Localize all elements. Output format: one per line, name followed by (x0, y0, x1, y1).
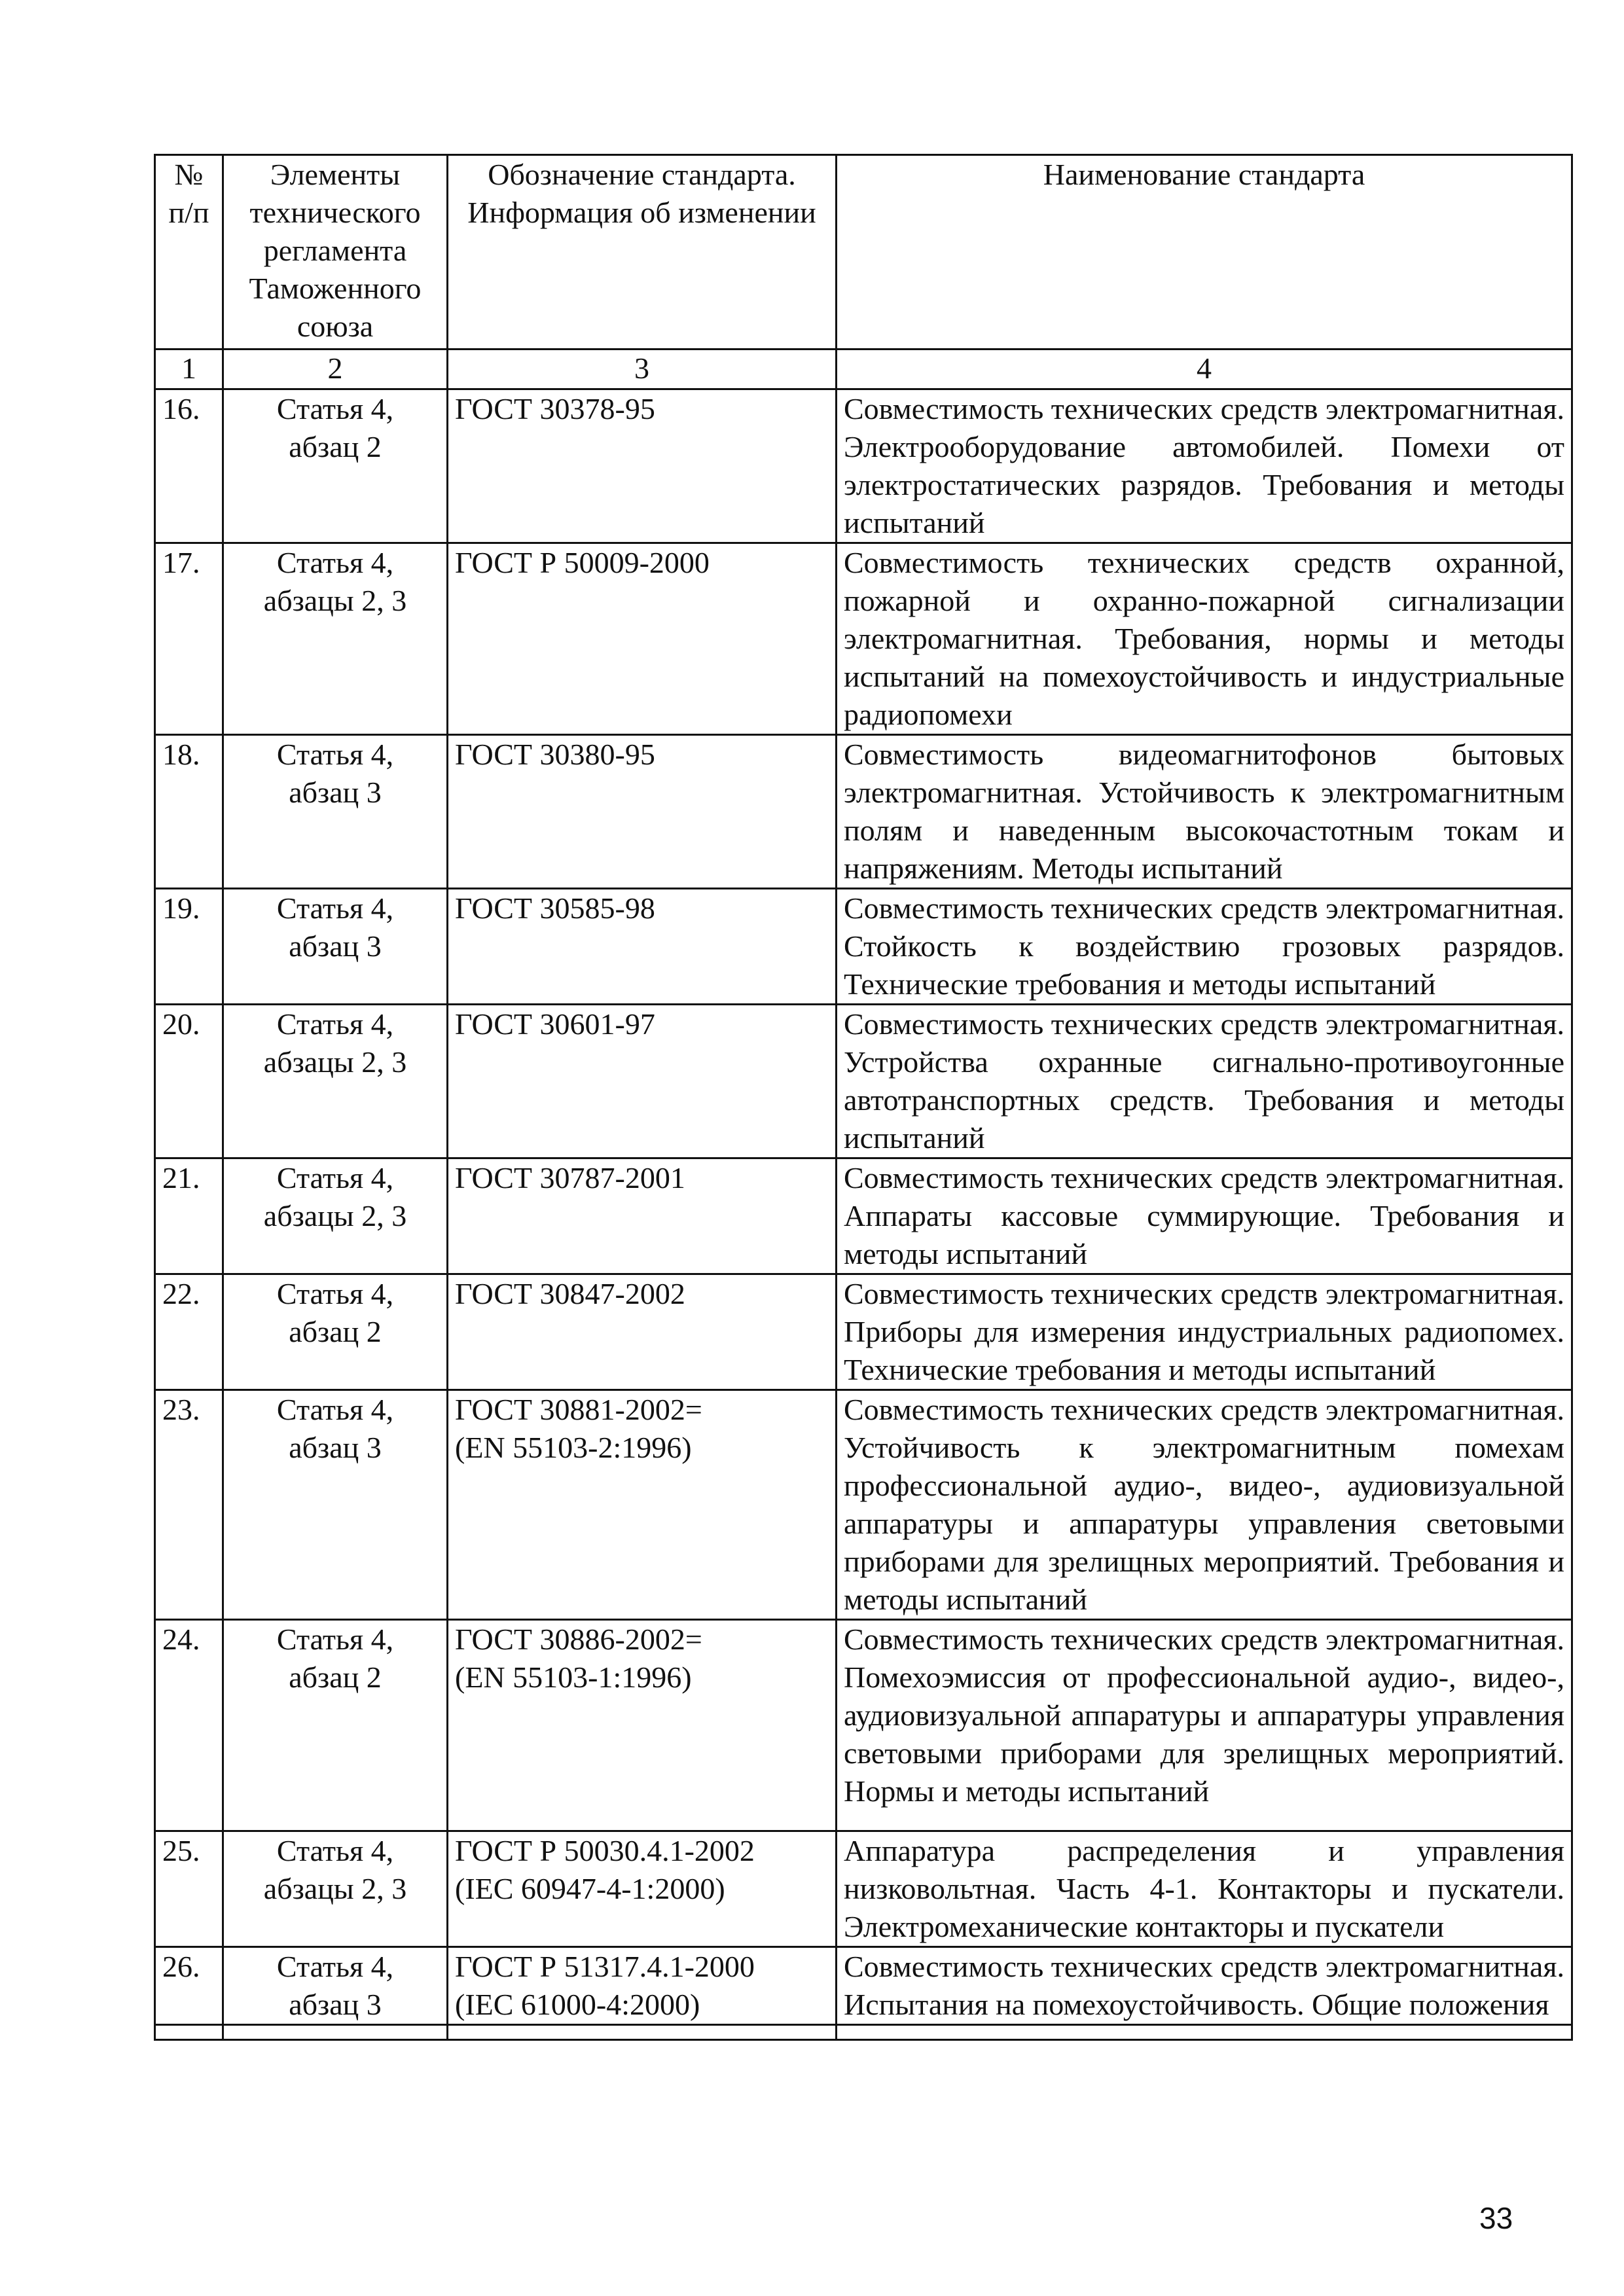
column-numbers-row (155, 350, 1572, 389)
table-row (155, 735, 1572, 889)
standard-name: Аппаратура распределения и управления низковольтная. Часть 4-1. Контакторы и пускатели. Электромеханические контакторы и пускатели (837, 1831, 1572, 1947)
standard-name: Совместимость технических средств электромагнитная. Аппараты кассовые суммирующие. Требования и методы испытаний (837, 1158, 1572, 1274)
table-row (155, 1947, 1572, 2025)
continuation-cell (155, 2025, 223, 2040)
row-number: 26. (155, 1947, 223, 2025)
row-number: 17. (155, 543, 223, 735)
row-number: 16. (155, 389, 223, 543)
standard-name: Совместимость технических средств электромагнитная. Электрооборудование автомобилей. Помехи от электростатических разрядов. Требования и методы испытаний (837, 389, 1572, 543)
standard-designation: ГОСТ 30585-98 (448, 889, 837, 1005)
regulation-element: Статья 4, абзац 3 (223, 889, 448, 1005)
table-continuation (155, 2025, 1572, 2040)
continuation-cell (837, 2025, 1572, 2040)
header-number: № п/п (155, 155, 223, 350)
standard-name: Совместимость технических средств электромагнитная. Испытания на помехоустойчивость. Общие положения (837, 1947, 1572, 2025)
standard-designation: ГОСТ 30886-2002= (EN 55103-1:1996) (448, 1620, 837, 1831)
standard-name: Совместимость технических средств электромагнитная. Устойчивость к электромагнитным помехам профессиональной аудио-, видео-, аудиовизуальной аппаратуры и аппаратуры управления световыми приборами для зрелищных мероприятий. Требования и методы испытаний (837, 1390, 1572, 1620)
standard-designation: ГОСТ 30378-95 (448, 389, 837, 543)
header-row (155, 155, 1572, 350)
table-row (155, 543, 1572, 735)
standard-name: Совместимость технических средств электромагнитная. Приборы для измерения индустриальных радиопомех. Технические требования и методы испытаний (837, 1274, 1572, 1390)
regulation-element: Статья 4, абзац 2 (223, 1274, 448, 1390)
standard-designation: ГОСТ Р 50009-2000 (448, 543, 837, 735)
row-number: 19. (155, 889, 223, 1005)
column-number: 4 (837, 350, 1572, 389)
standard-name: Совместимость технических средств электромагнитная. Помехоэмиссия от профессиональной аудио-, видео-, аудиовизуальной аппаратуры и аппаратуры управления световыми приборами для зрелищных мероприятий. Нормы и методы испытаний (837, 1620, 1572, 1831)
regulation-element: Статья 4, абзац 3 (223, 735, 448, 889)
table-body (155, 389, 1572, 2040)
column-number: 1 (155, 350, 223, 389)
regulation-element: Статья 4, абзац 3 (223, 1390, 448, 1620)
row-number: 24. (155, 1620, 223, 1831)
table-row (155, 1390, 1572, 1620)
row-number: 20. (155, 1005, 223, 1158)
standard-name: Совместимость технических средств охранной, пожарной и охранно-пожарной сигнализации электромагнитная. Требования, нормы и методы испытаний на помехоустойчивость и индустриальные радиопомехи (837, 543, 1572, 735)
table-row (155, 1005, 1572, 1158)
standard-designation: ГОСТ 30881-2002= (EN 55103-2:1996) (448, 1390, 837, 1620)
row-number: 22. (155, 1274, 223, 1390)
table-row (155, 1158, 1572, 1274)
standard-name: Совместимость технических средств электромагнитная. Стойкость к воздействию грозовых разрядов. Технические требования и методы испытаний (837, 889, 1572, 1005)
regulation-element: Статья 4, абзацы 2, 3 (223, 1831, 448, 1947)
table-row (155, 389, 1572, 543)
table-row (155, 1274, 1572, 1390)
header-designation: Обозначение стандарта. Информация об изменении (448, 155, 837, 350)
column-number: 3 (448, 350, 837, 389)
standard-designation: ГОСТ Р 51317.4.1-2000 (IEC 61000-4:2000) (448, 1947, 837, 2025)
row-number: 21. (155, 1158, 223, 1274)
regulation-element: Статья 4, абзац 3 (223, 1947, 448, 2025)
standard-designation: ГОСТ 30847-2002 (448, 1274, 837, 1390)
standard-name: Совместимость технических средств электромагнитная. Устройства охранные сигнально-противоугонные автотранспортных средств. Требования и методы испытаний (837, 1005, 1572, 1158)
regulation-element: Статья 4, абзац 2 (223, 389, 448, 543)
header-element: Элементы технического регламента Таможенного союза (223, 155, 448, 350)
table-row (155, 889, 1572, 1005)
row-number: 23. (155, 1390, 223, 1620)
standard-designation: ГОСТ 30601-97 (448, 1005, 837, 1158)
standard-designation: ГОСТ 30787-2001 (448, 1158, 837, 1274)
table-row (155, 1620, 1572, 1831)
regulation-element: Статья 4, абзацы 2, 3 (223, 543, 448, 735)
regulation-element: Статья 4, абзацы 2, 3 (223, 1005, 448, 1158)
header-name: Наименование стандарта (837, 155, 1572, 350)
regulation-element: Статья 4, абзац 2 (223, 1620, 448, 1831)
standard-designation: ГОСТ Р 50030.4.1-2002 (IEC 60947-4-1:2000) (448, 1831, 837, 1947)
standards-table (154, 154, 1573, 2041)
page-number: 33 (1479, 2201, 1513, 2235)
standard-name: Совместимость видеомагнитофонов бытовых электромагнитная. Устойчивость к электромагнитным полям и наведенным высокочастотным токам и напряжениям. Методы испытаний (837, 735, 1572, 889)
column-number: 2 (223, 350, 448, 389)
continuation-cell (223, 2025, 448, 2040)
table-row (155, 1831, 1572, 1947)
row-number: 18. (155, 735, 223, 889)
row-number: 25. (155, 1831, 223, 1947)
regulation-element: Статья 4, абзацы 2, 3 (223, 1158, 448, 1274)
standard-designation: ГОСТ 30380-95 (448, 735, 837, 889)
continuation-cell (448, 2025, 837, 2040)
